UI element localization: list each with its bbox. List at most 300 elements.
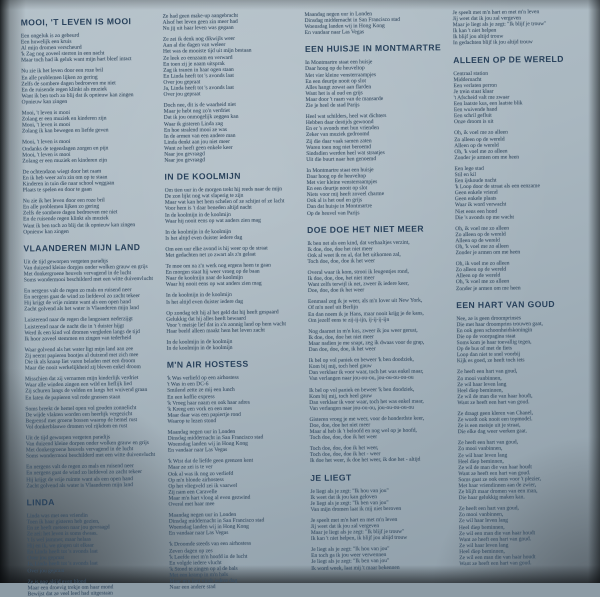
lyric-line: En ze heeft meteen naar jou gevraagd [26,524,110,532]
lyric-line: Toch doe, doe, doe ik het weer [307,258,375,265]
stanza [25,375,155,401]
lyric-line: Naar de koolmijn naar de koolmijn [165,275,243,282]
lyric-line: En nergens gaat de wind zo liefdevol zo zacht tekeer [26,469,143,477]
stanza [310,487,446,513]
lyric-line: En morgen staat hij weer vroeg op de baan [165,268,260,276]
lyric-line: Soms wondermooi beschilderd met een witte duivenvlucht [25,452,156,460]
stanza [454,129,584,161]
lyric-line: Nu jij uit haar leven was gegaan [162,25,234,32]
lyric-line: Ze heeft een hart van goud, [458,505,519,513]
lyric-line: Ik bel op vol paniek en beweer 'k ben doodziek, [308,356,414,365]
lyric-line: Smilend zette ze mij een lunch [167,387,235,395]
lyric-line: En een deurtje nooit op slot [306,185,368,193]
lyric-line: Zo alleen op de wereld [454,136,505,143]
lyric-line: En er 's avonds met hun vrienden [305,125,380,133]
lyric-line: Ik word week, laat mij 't maar bekennen [311,564,400,572]
lyric-line: Maandag negen uur in Londen [167,428,236,436]
lyric-line: De ochtendzon wiegt door het raam [22,168,102,176]
lyric-line: Zo mooi vanbinnen, [457,446,503,453]
lyric-line: En nergens valt de regen zo mals en ruisend neer [26,463,134,471]
lyric-line: In de koolmijn in de koolmijn [164,211,231,219]
lyric-line: Ik hoor zoveel stemmen en zingen van tederheid [24,334,132,343]
lyric-line: Alles hangt zowat aan flarden [305,83,372,91]
lyric-line: Dan verklaar ik voor waar, toch het was enkel maar, [309,398,424,406]
lyric-line: Ze wil een man die van haar houdt [458,529,536,537]
lyric-line: Soms kom je haar toevallig tegen, [456,339,532,347]
lyric-line: Waar ik word verwacht [454,201,507,209]
stanza [453,69,584,125]
lyric-line: Want ze heeft een hart van goud. [459,536,532,543]
lyric-line: En hoe stralend mooi ze was [163,126,228,134]
lyric-line: Vol donkerblauwe dromen vol rijkdom en rust [25,423,128,431]
stanza [455,164,586,220]
lyric-line: Een ijskoude nacht [454,177,497,185]
lyric-line: Want ze heeft geen enkele keer [164,144,233,152]
lyric-line: Uit die buurt naar hen genoemd [306,155,377,163]
stanza [22,168,152,194]
stanza [167,374,298,424]
lyric-line: Voor 't meisje lief dat in z'n zonnig land op hem wacht [166,321,287,329]
lyric-line: Op de heuvel van Parijs [306,209,360,217]
lyric-line: Ik doe, doe, doe het niet meer [307,245,373,253]
stanza [26,434,156,460]
lyric-line: En toen zij je naam uitsprak [163,60,225,68]
lyric-line: Een laatste kus, een laatste blik [453,100,523,108]
lyric-line: Misschien dat zij vernamen mijn kinderlijk verdriet [24,375,139,383]
lyric-line: Maar die nooit werkelijkheid zij bleven enkel droom [24,364,141,372]
stanza [453,9,583,47]
lyric-line: Maar nadien je me snapt, zeg ik dwaas voor de grap, [308,339,425,347]
lyric-line: Ja, Linda heeft tot 's avonds laat [27,561,98,568]
lyric-line: Zolang er een muziek en kinderen zijn [21,115,107,123]
lyric-line: Zacht golvend als water is Vlaanderen mijn land [26,481,134,490]
lyric-line: Hij krijgt de vrije ruimte want als een open hand [24,299,131,307]
lyric-line: Maar daar was een papiertje rond [167,411,241,419]
lyric-line: Geen enkele vriend [454,189,498,197]
lyric-line: Ze zei ik denk nog dikwijls weer [162,36,235,43]
lyric-line: Alleen op de wereld [454,142,499,149]
stanza [457,368,587,406]
lyric-line: Waren toen nog niet beroemd [306,143,372,151]
lyric-line: Maar wat kan het hem schelen of ze schijnt of ze lacht [164,198,285,207]
lyric-line: Een lege stad [454,165,484,173]
lyric-line: Kinderen in tuin die naar school weggaan [22,180,115,188]
lyric-line: Maar m'n hart vloog al even gezwind [168,494,251,502]
lyric-line: En ik heb weer zo'n zin om op te staan [22,174,108,182]
stanza [169,511,299,537]
lyric-line: Ze wil een man die van haar houdt [459,554,536,562]
lyric-line: Sindsdien werden heel wat straatjes [306,149,385,157]
stanza [22,138,152,164]
song-title: EEN HUISJE IN MONTMARTRE [304,42,442,55]
lyric-line: Die op de voorpagina staat [456,333,516,341]
lyric-line: Toen ik haar gisteren heb gezien, [26,518,100,526]
stanza [310,445,446,465]
lyrics-column [20,14,158,597]
lyric-line: Maandag negen uur in Londen [168,511,237,519]
lyric-line: Want ze heeft een hart van goud. [458,470,531,477]
lyric-line: Begrensd met groene bossen waarop de hemel rust [25,416,138,425]
lyric-line: 'k Wist dat de liefde geen grenzen kent [167,457,254,466]
lyric-line: Maandag negen uur in Londen [304,11,373,18]
lyric-line: Alleen op de wereld [455,237,500,245]
lyric-line: Woensdag landen wij in Hong Kong [167,440,248,448]
lyric-line: Ik bel op vol paniek en beweer 'k ben doodziek, [309,386,415,394]
lyric-line: Oh, ik voel me zo alleen [454,129,508,137]
lyrics-column [453,9,590,574]
lyric-line: Van verlangen naar jou-ou-ou, jou-ou-ou-ou-ou [308,375,414,383]
lyric-line: 'k Was verliefd op een airhostess [166,375,239,382]
lyric-line: Gisteren vroeg je me weer, voor de honderdste keer, [309,415,425,423]
lyric-line: Je liegt als je zegt: "Ik ben van jou" [311,558,390,566]
song-title: DOE DOE HET NIET MEER [307,223,424,235]
lyric-line: En nergens valt de regen zo mals en ruisend neer [23,287,132,295]
lyric-line: Want het is al oud en grijs [305,90,363,97]
stanza [456,314,587,364]
lyric-line: Centraal station [453,70,489,77]
lyric-line: Om tien uur in de morgen trekt hij reeds naar de mijn [164,186,283,194]
stanza [21,32,151,64]
lyric-line: Niet eens een hond [455,208,498,215]
lyric-line: Ze wil haar leven lang [459,542,509,549]
lyric-line: Ze wil haar leven lang [458,452,508,459]
lyric-line: Van duizend kleine dorpjes onder wolken grauw en grijs [23,263,148,272]
lyric-line: In Montmartre staat een huisje [305,59,373,67]
stanza [305,59,442,109]
lyric-line: De wijde vlakten worden een heerlijk vergezicht [25,410,133,419]
stanza [167,338,297,352]
lyric-line: En toch ga ik jou weer verwennen [311,552,387,560]
lyric-line: En ook geen schoonheidskoningin [456,327,533,334]
lyric-line: Een huwelijk een kruis [20,38,72,46]
stanza [306,112,443,162]
stanza [168,428,298,454]
lyric-line: Van duizend kleine dorpen onder wolken grauw en grijs [25,439,149,448]
lyric-line: Doe, doe, doe ik het weer [307,287,365,295]
lyric-line: Ze is een meisje uit je straat, [457,422,521,430]
lyric-line: En dan noem ik je Hans, maar nooit krijg je de kans, [308,310,424,318]
lyric-line: En de ruisende regen klinkt als muziek [23,215,109,223]
lyric-line: In de koolmijn in de koolmijn [165,292,232,300]
lyric-line: Ik weet dat ik jou kan geloven [310,493,378,501]
lyric-line: Waarop te lezen stond [167,417,217,425]
lyric-line: En vandaar naar Las Vegas [168,530,229,538]
lyric-line: Ze had geen make-up aangebracht [162,12,239,20]
lyric-line: Waar hij nooit eens op wat anders zien mag [165,217,261,225]
lyric-line: Oh, 'k voel me zo alleen [455,278,510,286]
lyric-line: Ze heeft een hart van goud, [456,368,518,376]
lyric-line: Soms breekt de hemel open vol gouden zonnelicht [25,404,137,413]
lyrics-columns [20,9,590,597]
stanza [308,327,444,353]
lyric-line: Woensdag landen wij in Hong Kong [168,523,249,531]
lyric-line: 't Afscheid valt me zwaar [453,94,510,102]
lyric-line: Doe, doe, doe het niet meer [309,422,371,429]
lyric-line: Je speelt met m'n hart en met m'n leven [310,516,398,524]
lyric-line: Overal met haar mee [168,501,215,508]
lyric-line: Het was de mooiste tijd uit mijn bestaan [162,48,252,56]
lyric-line: Zag ik tranen in haar ogen staan [163,66,234,74]
lyric-line: En een koffie express [167,393,215,401]
stanza [311,516,447,542]
stanza [22,109,152,135]
lyric-line: Zonder je armen om me heen [455,284,521,292]
stanza [309,356,445,382]
lyric-line: Zo mooi vanbinnen, [458,511,504,519]
stanza [165,228,295,242]
lyric-line: Overal waar ik kom, strooi ik leugentjes rond, [307,268,409,276]
lyric-line: Want ik ben toch zo blij dat ik opnieuw kan zingen [21,91,134,100]
lyric-line: Heel diep beminnen, [458,458,504,465]
lyric-line: Jij weet dat ik jou zal vergeven [310,523,380,530]
lyric-line: Waar ik gisteren Linda zag [163,120,224,128]
lyric-line: 't Is wel jammer, maar helaas [26,536,92,544]
lyric-line: Soms wondermooi beschilderd met een witte duivenvlucht [23,275,154,284]
lyric-line: Waar alle winden zingen een wild en lieflijk lied [25,381,132,389]
lyric-line: Ik doe, doe, doe het niet meer [308,334,374,341]
lyric-line: Dinsdag middernacht in San Francisco stad [304,16,401,25]
lyric-line: In de koolmijn in de koolmijn [165,228,232,236]
lyric-line: Zij schuren langs de velden en langs het wuivend graan [25,387,148,395]
stanza [23,197,153,235]
lyric-line: Mooi, 't leven is mooi [22,151,71,159]
stanza [27,512,158,575]
lyric-line: Je liegt als je zegt: "Ik hou van jou" [311,546,390,554]
lyric-line: Ik kan 't niet helpen [452,27,497,35]
song-title: JE LIEGT [310,471,352,483]
lyric-line: Voor hem is 't daar beneden altijd nacht [164,205,252,213]
lyric-line: Is het altijd even duister iedere dag [166,298,244,306]
lyric-line: Uit de tijd geworpen vergeten paradijs [25,434,111,442]
lyric-line: Nu zie ik het leven door een roze bril [21,67,104,75]
lyric-line: Ik blijf jou altijd trouw [452,33,504,41]
lyric-line: Want zelfs terwijl ik net, zweer ik iedere keer, [307,280,409,289]
lyric-line: Ook al weet ik nu al, dat het uitkomen zal, [307,251,401,259]
lyric-line: Oh, 'k voel me zo alleen [455,243,509,251]
lyric-line: Zij nam een Caravelle [168,488,218,496]
stanza [308,268,444,294]
lyric-line: Met donkergroene heuvels vervagend in de lucht [23,270,132,278]
lyric-line: Ze draagt geen kleren van Chanel, [457,410,534,418]
lyric-line: Die 's avonds op me wacht [455,214,515,221]
lyric-line: Al mijn dromen verscheurd [20,44,82,52]
stanza [169,541,300,591]
lyric-line: 'k Zag nog zoveel sterren in een nacht [21,50,105,58]
lyric-line: Zie je heel de stad Parijs [305,102,360,110]
lyric-line: Ze leek zo eenzaam en verward [163,54,233,62]
lyric-line: Zo alleen op de wereld [455,231,506,238]
lyrics-column [304,10,447,575]
lyric-line: In de koolmijn in de koolmijn [166,345,233,352]
lyric-line: In de armen van een andere man [163,132,236,140]
stanza [21,67,151,105]
lyric-line: Ik doe het weer, ik doe het weer, ik doe het - altijd [309,457,421,465]
stanza [309,415,445,441]
lyrics-column [162,12,300,591]
song-title: MOOI, 'T LEVEN IS MOOI [20,16,132,28]
lyric-line: Loop dan niet te snel voorbij [456,351,521,359]
lyric-line: Om jezelf eens te zij-ij-ijn, ij-ij-ij-ijn [308,316,390,324]
lyric-line: Die met haar droomprins trouwen gaat, [456,320,543,328]
lyric-line: Zolang ik kan bewegen en liefde geven [21,127,109,135]
lyric-line: Toch doe, doe, doe ik het weer [309,434,378,442]
lyric-line: Dan dat huisje in Montmartre [306,203,372,211]
lyric-line: Op de bus of met de fiets [456,345,513,353]
lyric-line: En vandaar naar Las Vegas [167,447,228,454]
lyric-line: Met donkergroene heuvels vervagend in de lucht [25,446,134,454]
lyric-line: Naar jou gevraagd [164,151,205,158]
lyric-line: Nee, ze is geen droomprinses [456,315,522,322]
lyric-line: Ze blijft maar dromen van een man, [458,488,538,496]
lyric-line: Bewijst dat ze veel leed had uitgestaan [27,590,113,597]
stanza [456,260,586,292]
lyric-line: Ze wordt ook nooit een topmodel. [457,416,533,424]
song-title: EEN HART VAN GOUD [456,298,556,310]
stanza [306,166,443,216]
lyric-line: Maar je liegt als je zegt: "Ik blijf je trouw" [452,21,547,29]
stanza [27,577,157,597]
lyric-line: Met gedachten net zo zwart als z'n gelaat [165,251,256,259]
stanza [168,457,299,507]
lyric-line: Zelfs de sombere dagen bedroeven me niet [22,209,118,217]
lyric-line: Zeven dagen op zes [169,547,213,555]
lyric-line: Dan doe, doe, doe, ik het weer [308,346,376,353]
lyric-line: Ik kan 't niet helpen, ik blijf jou altijd trouw [310,534,408,543]
lyric-line: Maar je hebt nog zo'n verdriet [163,108,230,116]
lyric-line: Opnieuw kan zingen [23,228,69,236]
lyric-line: Kijk es goed, ze heeft toch iets [456,357,525,365]
stanza [166,292,296,306]
lyric-line: In Montmartre staat een huisje [306,167,374,174]
lyric-line: Ook al was ik nog zo verliefd [168,470,234,478]
stanza [163,35,294,98]
lyric-line: Toch doe, doe, doe ik het weer, [309,445,379,453]
lyric-line: Nu zie ik het leven door een roze bril [22,197,105,205]
lyric-line: En laten de papieren vol rode grassen staan [25,393,121,401]
lyric-line: Te moe om na z'n werk nog ergens heen te gaan [165,262,271,270]
lyric-line: Met haar vriendinnen aan de zwier, [458,482,537,490]
lyric-line: 'k Vroeg haar naam en ook haar adres [167,399,250,407]
lyric-line: Maar al heb ik 't beloofd en nog wel op je hoofd, [309,427,417,436]
lyric-line: Zonder je armen om me heen [454,154,520,161]
lyric-line: Een verlaten perron [453,82,497,89]
lyric-line: Ze wil haar leven lang [457,381,507,388]
lyric-line: Zacht golvend als het water is Vlaanderen mijn land [24,305,139,313]
lyric-line: Mooi, 't leven is mooi [21,122,71,129]
lyric-line: Ze wil de man die van haar houdt, [457,393,533,400]
lyric-line: Oh, 'k voel me zo alleen [454,148,508,155]
song-title: ALLEEN OP DE WERELD [453,53,564,65]
lyric-line: 'k Loop door de straat als een eenzame [454,183,540,191]
lyric-line: Daar hoog op de heuveltop [306,173,367,180]
stanza [308,298,444,324]
lyric-line: 't Was in een DC-6 [167,381,209,389]
lyric-line: Dinsdag middernacht in San Francisco stad [167,434,264,442]
lyric-line: Gelukkig dat hij alles heeft bewaard [166,315,246,323]
lyric-line: Haar beeld alleen maakt hem het leven zacht [166,327,265,335]
stanza [304,10,440,36]
lyric-line: Zelfs de sombere dagen bedroeven me niet [21,79,116,88]
stanza [163,12,293,32]
lyric-line: Waar hij nooit eens op wat anders zien mag [165,280,262,289]
lyric-line: Stil en kil [454,171,477,179]
lyric-line: 'k Stond te zingen op al de bals [169,565,238,573]
lyric-line: In gedachten blijf ik jou altijd trouw [452,39,533,47]
stanza [459,505,590,568]
lyric-line: Niets voor mij heeft zoveel charme [306,191,385,199]
lyric-line: 'k Droomde steeds van een airhostess [168,541,252,549]
lyric-line: Die haar gelukkig maken kan. [458,494,525,502]
lyric-line: Over jou gepraat [163,91,201,98]
lyric-line: Maar ze zei is te ver [168,464,213,472]
lyric-line: En alle problemen lijken zo gering [21,74,98,82]
lyric-line: Ja, Linda heeft tot 's avonds laat [163,84,234,92]
lyric-line: Is het altijd even duister iedere dag [165,234,243,242]
stanza [165,245,295,259]
lyric-line: Kom bij mij, toch heel gauw [308,363,372,371]
lyric-line: En nergens gaat de wind zo liefdevol zo zacht tekeer [23,293,140,301]
lyric-line: Werd ik een kind vol dromen vergleden langs de tijd [24,328,140,337]
lyric-line: En volgde iedere vlucht [169,559,222,567]
lyric-line: Oh, ik voel me zo alleen [455,260,510,268]
lyric-line: Over jou gepraat [27,567,65,574]
lyric-line: Heel wat schilders, heel wat dichters [305,113,387,121]
song-title: M'N AIR HOSTESS [166,358,249,370]
lyric-line: Linda denkt aan jou niet meer [164,138,230,146]
lyric-line: Ondanks de tegenslagen zorgen en pijn [22,144,109,152]
lyric-line: Ze is nog altijd even blond [27,578,87,586]
lyric-line: Een ongeluk is zo gebeurd [20,32,80,40]
lyric-line: Heel diep beminnen, [458,524,505,531]
lyric-line: Luisterend naar de nacht die in 't duister hijgt [24,322,125,330]
stanza [166,309,296,335]
lyric-line: Je liegt als je zegt: "Ik hou van jou" [310,487,389,495]
lyric-line: Zo mooi vanbinnen, [457,375,502,382]
lyric-line: Met vier kleine vensterraampjes [305,71,376,79]
stanza [455,224,585,256]
lyric-line: En Linda heeft tot 's avonds laat [27,548,98,556]
lyric-line: Met een kramp in m'n hals [169,571,229,579]
stanza [166,262,296,288]
lyric-line: Je liegt als je zegt: "Ik ben van jou" [310,499,389,507]
stanza [24,316,154,342]
lyric-line: Luisterend naar de regen die langzaam nederzijgt [24,316,133,324]
stanza [309,386,445,412]
lyric-line: Ook al is het oud en grijs [306,197,363,205]
lyric-line: Kom bij mij, toch heel gauw [309,392,373,400]
lyric-line: Daar hoog op de heuveltop [305,65,365,73]
lyric-line: Jij weet dat ik jou zal vergeven [452,15,522,23]
lyric-line: En alle problemen lijken zo gering [22,203,100,211]
lyric-line: Ik doe, doe, doe, het niet meer [307,275,375,283]
lyric-line: Je speelt met m'n hart en met m'n leven [452,9,540,17]
lyric-line: Ze zei: het leven is soms dwaas. [26,530,98,538]
lyric-line: Linda was met een vriendin [26,512,88,520]
lyric-line: Waar golvend als het water ligt mijn land aan zee [24,345,134,354]
lyric-line: Maar toch had ik geluk want mijn hart bleef intact [21,56,132,64]
lyric-line: Want ze heeft een hart van goud. [457,399,530,407]
lyric-line: Over jou gepraat [163,79,201,86]
lyric-line: Die ik als knaap liet varen beladen met een droom [24,358,136,366]
lyric-line: Aan al die dagen van weleer [162,42,226,50]
stanza [311,546,447,572]
lyric-line: Maar door 't raam van de mansarde [305,95,384,103]
lyric-line: Alleen op de wereld [455,272,501,280]
lyric-line: Ze wil de man die van haar houdt [458,463,533,471]
lyric-line: Op m'n blonde airhostess [168,476,224,484]
stanza [24,258,154,284]
lyric-line: Je trein staat klaar [453,88,494,96]
